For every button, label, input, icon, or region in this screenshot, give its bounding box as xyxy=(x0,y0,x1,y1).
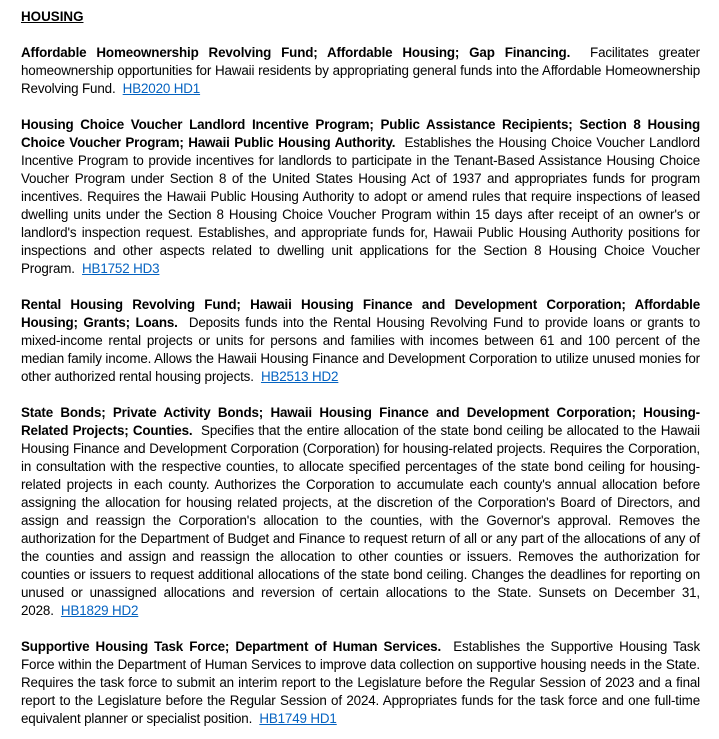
bill-entry xyxy=(21,404,700,620)
bill-title: Rental Housing Revolving Fund; Hawaii Housing Finance and Development Corporation; Affordable Housing; Grants; Loans. xyxy=(21,297,700,330)
bill-title: Supportive Housing Task Force; Department of Human Services. xyxy=(21,639,442,654)
bill-entry xyxy=(21,44,700,98)
bill-entry xyxy=(21,296,700,386)
bill-link[interactable]: HB1752 HD3 xyxy=(82,261,160,276)
bill-summary: Deposits funds into the Rental Housing Revolving Fund to provide loans or grants to mixed-income rental projects or units for persons and families with incomes between 61 and 100 percent of the median family income. Allows the Hawaii Housing Finance and Development Corporation to utilize unused monies for other authorized rental housing projects. xyxy=(21,315,700,384)
bill-entry xyxy=(21,638,700,728)
bill-summary: Establishes the Supportive Housing Task Force within the Department of Human Services to improve data collection on supportive housing needs in the State. Requires the task force to submit an interim report to the Legislature before the Regular Session of 2023 and a final report to the Legislature before the Regular Session of 2024. Appropriates funds for the task force and one full-time equivalent planner or specialist position. xyxy=(21,639,700,726)
bill-summary: Establishes the Housing Choice Voucher Landlord Incentive Program to provide incentives for landlords to participate in the Tenant-Based Assistance Housing Choice Voucher Program under Section 8 of the United States Housing Act of 1937 and appropriates funds for program incentives. Requires the Hawaii Public Housing Authority to adopt or amend rules that require inspections of leased dwelling units under the Section 8 Housing Choice Voucher Program within 15 days after receipt of an owner's or landlord's inspection request. Establishes, and appropriate funds for, Hawaii Public Housing Authority positions for inspections and other aspects related to dwelling unit applications for the Section 8 Housing Choice Voucher Program. xyxy=(21,135,700,276)
bill-link[interactable]: HB2020 HD1 xyxy=(122,81,201,96)
bill-title: State Bonds; Private Activity Bonds; Hawaii Housing Finance and Development Corporation; Housing-Related Projects; Counties. xyxy=(21,405,700,438)
section-heading: HOUSING xyxy=(21,9,84,24)
bill-title: Affordable Homeownership Revolving Fund; Affordable Housing; Gap Financing. xyxy=(21,45,571,60)
bill-title: Housing Choice Voucher Landlord Incentive Program; Public Assistance Recipients; Section 8 Housing Choice Voucher Program; Hawaii Public Housing Authority. xyxy=(21,117,700,150)
bill-summary: Specifies that the entire allocation of the state bond ceiling be allocated to the Hawaii Housing Finance and Development Corporation (Corporation) for housing-related projects. Requires the Corporation, in consultation with the respective counties, to allocate specified percentages of the state bond ceiling for housing-related projects in each county. Authorizes the Corporation to accumulate each county's annual allocation before assigning the allocation for housing related projects, at the discretion of the Corporation's Board of Directors, and assign and reassign the Corporation's allocation to the counties, with the Governor's approval. Removes the authorization for the Department of Budget and Finance to request return of all or any part of the allocations of any of the counties and assign and reassign the allocation to other counties or issuers. Removes the authorization for counties or issuers to request additional allocations of the state bond ceiling. Changes the deadlines for reporting on unused or unassigned allocations and reversion of certain allocations to the State. Sunsets on December 31, 2028. xyxy=(21,423,700,618)
bill-summary: Facilitates greater homeownership opportunities for Hawaii residents by appropriating general funds into the Affordable Homeownership Revolving Fund. xyxy=(21,45,700,96)
bill-link[interactable]: HB1829 HD2 xyxy=(60,603,139,618)
bill-link[interactable]: HB1749 HD1 xyxy=(259,711,337,726)
bill-entry xyxy=(21,116,700,278)
bill-link[interactable]: HB2513 HD2 xyxy=(260,369,339,384)
